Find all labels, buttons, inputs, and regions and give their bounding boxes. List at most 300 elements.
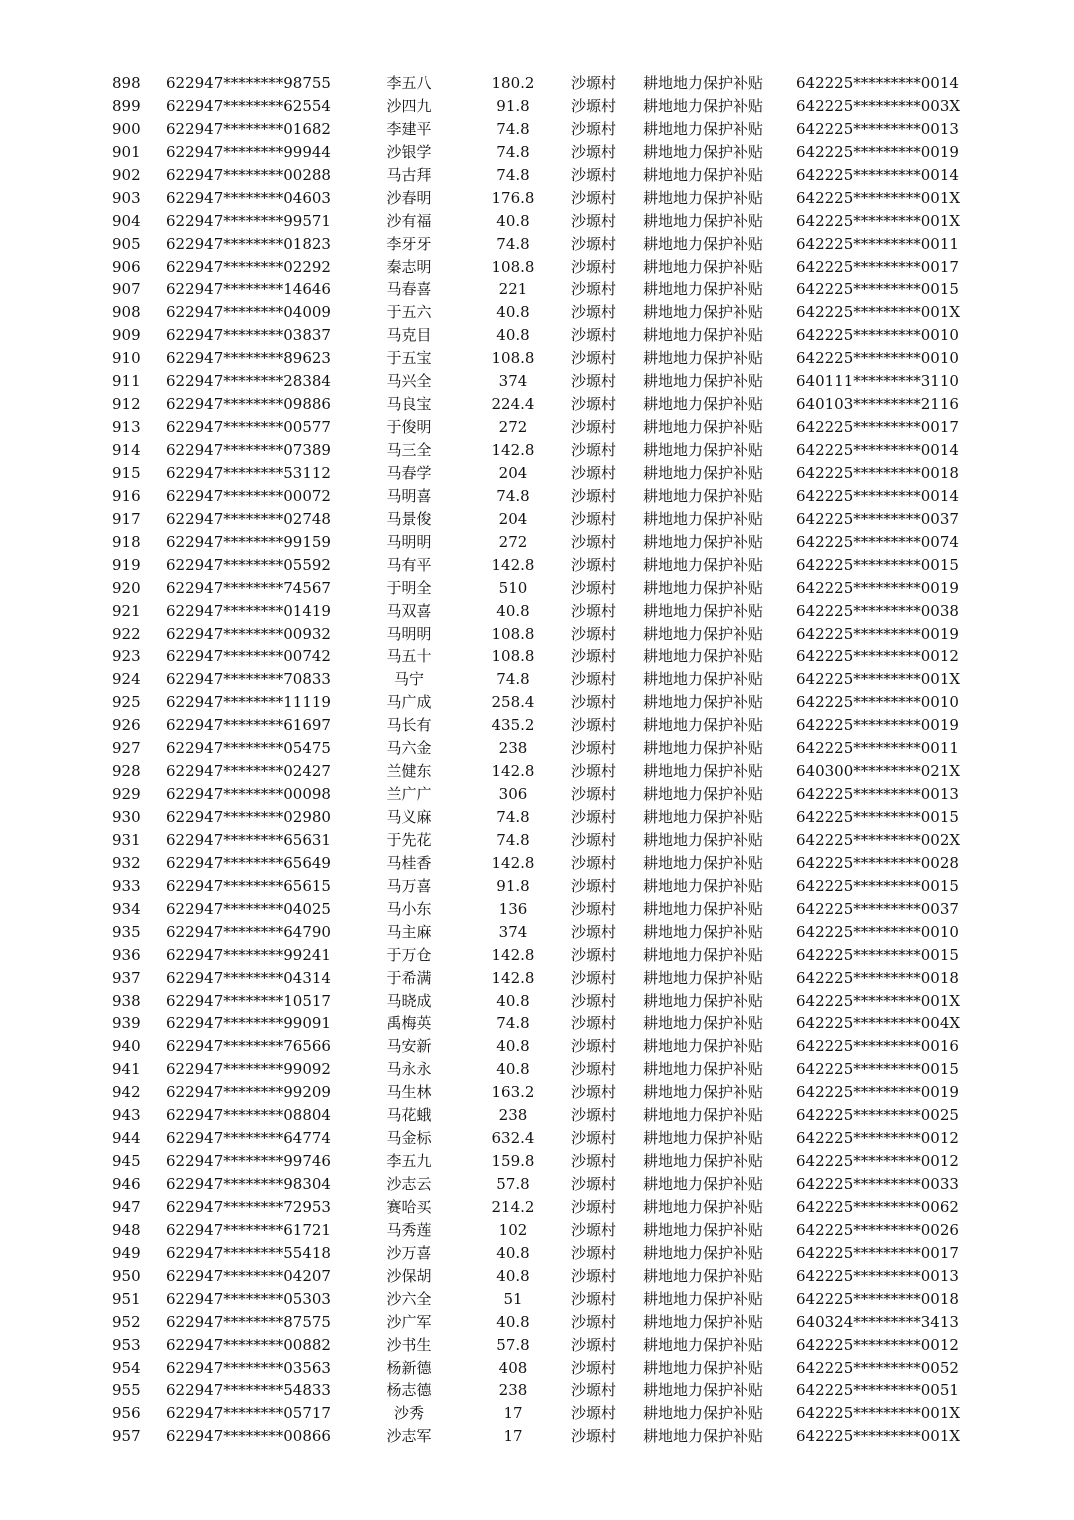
id-number: 642225*********0018 bbox=[796, 1289, 959, 1308]
subsidy-amount: 40.8 bbox=[496, 1312, 530, 1331]
person-name: 赛哈买 bbox=[386, 1197, 432, 1216]
row-number: 936 bbox=[112, 945, 141, 964]
row-number: 946 bbox=[112, 1175, 141, 1193]
subsidy-amount: 163.2 bbox=[491, 1083, 535, 1102]
account-number: 622947********99571 bbox=[166, 211, 331, 230]
subsidy-item: 耕地地力保护补贴 bbox=[643, 1358, 764, 1377]
id-number: 642225*********003X bbox=[796, 96, 961, 115]
table-row bbox=[0, 1081, 1074, 1104]
person-name: 于先花 bbox=[386, 830, 432, 849]
account-number: 622947********62554 bbox=[166, 96, 331, 115]
person-name: 李建平 bbox=[386, 119, 432, 138]
person-name: 马生林 bbox=[386, 1083, 432, 1102]
id-number: 640324*********3413 bbox=[796, 1312, 959, 1331]
table-row bbox=[0, 118, 1074, 141]
village-name: 沙塬村 bbox=[571, 188, 617, 207]
subsidy-amount: 306 bbox=[498, 785, 528, 804]
village-name: 沙塬村 bbox=[571, 96, 617, 115]
person-name: 沙春明 bbox=[386, 188, 432, 207]
subsidy-item: 耕地地力保护补贴 bbox=[643, 1197, 764, 1216]
table-row bbox=[0, 462, 1074, 485]
table-row bbox=[0, 875, 1074, 898]
table-row bbox=[0, 485, 1074, 508]
person-name: 马明明 bbox=[386, 532, 432, 551]
subsidy-item: 耕地地力保护补贴 bbox=[643, 280, 764, 299]
account-number: 622947********00072 bbox=[166, 486, 331, 505]
row-number: 914 bbox=[112, 441, 141, 459]
subsidy-amount: 74.8 bbox=[496, 165, 530, 184]
subsidy-item: 耕地地力保护补贴 bbox=[643, 739, 764, 758]
subsidy-item: 耕地地力保护补贴 bbox=[643, 1312, 764, 1331]
person-name: 马小东 bbox=[386, 899, 432, 918]
person-name: 秦志明 bbox=[386, 257, 432, 276]
subsidy-amount: 180.2 bbox=[491, 74, 535, 92]
village-name: 沙塬村 bbox=[571, 257, 617, 276]
table-row bbox=[0, 1265, 1074, 1288]
village-name: 沙塬村 bbox=[571, 326, 617, 345]
row-number: 919 bbox=[112, 555, 141, 574]
id-number: 642225*********0011 bbox=[796, 234, 959, 253]
subsidy-item: 耕地地力保护补贴 bbox=[643, 991, 764, 1010]
table-row bbox=[0, 278, 1074, 301]
id-number: 642225*********001X bbox=[796, 303, 961, 322]
subsidy-amount: 176.8 bbox=[491, 188, 535, 207]
table-row bbox=[0, 737, 1074, 760]
village-name: 沙塬村 bbox=[571, 670, 617, 689]
subsidy-item: 耕地地力保护补贴 bbox=[643, 670, 764, 689]
table-row bbox=[0, 1058, 1074, 1081]
table-row bbox=[0, 508, 1074, 531]
subsidy-item: 耕地地力保护补贴 bbox=[643, 922, 764, 941]
subsidy-item: 耕地地力保护补贴 bbox=[643, 188, 764, 207]
subsidy-item: 耕地地力保护补贴 bbox=[643, 876, 764, 895]
village-name: 沙塬村 bbox=[571, 372, 617, 391]
account-number: 622947********00932 bbox=[166, 624, 331, 643]
row-number: 909 bbox=[112, 326, 141, 345]
table-row bbox=[0, 72, 1074, 95]
subsidy-amount: 108.8 bbox=[491, 257, 535, 276]
person-name: 沙志军 bbox=[386, 1427, 432, 1446]
table-row bbox=[0, 921, 1074, 944]
account-number: 622947********10517 bbox=[166, 991, 331, 1010]
subsidy-item: 耕地地力保护补贴 bbox=[643, 257, 764, 276]
subsidy-item: 耕地地力保护补贴 bbox=[643, 509, 764, 528]
account-number: 622947********00742 bbox=[166, 647, 331, 666]
id-number: 642225*********001X bbox=[796, 1404, 961, 1423]
account-number: 622947********05303 bbox=[166, 1289, 331, 1308]
id-number: 642225*********0013 bbox=[796, 785, 959, 804]
subsidy-amount: 238 bbox=[498, 1106, 528, 1125]
village-name: 沙塬村 bbox=[571, 486, 617, 505]
subsidy-item: 耕地地力保护补贴 bbox=[643, 96, 764, 115]
person-name: 于俊明 bbox=[386, 418, 432, 437]
person-name: 杨新德 bbox=[386, 1358, 432, 1377]
account-number: 622947********64774 bbox=[166, 1129, 331, 1148]
account-number: 622947********04025 bbox=[166, 899, 331, 918]
id-number: 642225*********0019 bbox=[796, 578, 959, 597]
subsidy-amount: 108.8 bbox=[491, 349, 535, 368]
account-number: 622947********28384 bbox=[166, 372, 331, 391]
subsidy-item: 耕地地力保护补贴 bbox=[643, 418, 764, 437]
table-row bbox=[0, 416, 1074, 439]
id-number: 642225*********0014 bbox=[796, 74, 959, 92]
village-name: 沙塬村 bbox=[571, 441, 617, 459]
row-number: 923 bbox=[112, 647, 141, 666]
id-number: 642225*********0017 bbox=[796, 1243, 959, 1262]
village-name: 沙塬村 bbox=[571, 1312, 617, 1331]
subsidy-item: 耕地地力保护补贴 bbox=[643, 326, 764, 345]
village-name: 沙塬村 bbox=[571, 211, 617, 230]
subsidy-item: 耕地地力保护补贴 bbox=[643, 1335, 764, 1354]
person-name: 马五十 bbox=[386, 647, 432, 666]
table-row bbox=[0, 990, 1074, 1013]
subsidy-item: 耕地地力保护补贴 bbox=[643, 1404, 764, 1423]
subsidy-item: 耕地地力保护补贴 bbox=[643, 1152, 764, 1171]
table-row bbox=[0, 1196, 1074, 1219]
person-name: 李牙牙 bbox=[386, 234, 432, 253]
subsidy-amount: 142.8 bbox=[491, 853, 535, 872]
subsidy-table bbox=[0, 72, 1074, 1448]
subsidy-amount: 108.8 bbox=[491, 624, 535, 643]
subsidy-item: 耕地地力保护补贴 bbox=[643, 1289, 764, 1308]
table-row bbox=[0, 1219, 1074, 1242]
subsidy-amount: 221 bbox=[498, 280, 528, 299]
subsidy-amount: 74.8 bbox=[496, 234, 530, 253]
account-number: 622947********00288 bbox=[166, 165, 331, 184]
row-number: 953 bbox=[112, 1335, 141, 1354]
subsidy-amount: 102 bbox=[498, 1220, 528, 1239]
row-number: 955 bbox=[112, 1381, 141, 1400]
subsidy-amount: 374 bbox=[498, 372, 528, 391]
person-name: 沙广军 bbox=[386, 1312, 432, 1331]
id-number: 640111*********3110 bbox=[796, 372, 959, 391]
id-number: 642225*********0014 bbox=[796, 486, 959, 505]
person-name: 马金标 bbox=[386, 1129, 432, 1148]
row-number: 950 bbox=[112, 1266, 141, 1285]
subsidy-item: 耕地地力保护补贴 bbox=[643, 693, 764, 712]
id-number: 642225*********0012 bbox=[796, 647, 959, 666]
subsidy-amount: 40.8 bbox=[496, 1243, 530, 1262]
account-number: 622947********00882 bbox=[166, 1335, 331, 1354]
id-number: 642225*********0037 bbox=[796, 899, 959, 918]
subsidy-amount: 40.8 bbox=[496, 1037, 530, 1056]
account-number: 622947********14646 bbox=[166, 280, 331, 299]
subsidy-amount: 74.8 bbox=[496, 830, 530, 849]
subsidy-item: 耕地地力保护补贴 bbox=[643, 899, 764, 918]
subsidy-item: 耕地地力保护补贴 bbox=[643, 853, 764, 872]
row-number: 908 bbox=[112, 303, 141, 322]
account-number: 622947********07389 bbox=[166, 441, 331, 459]
subsidy-item: 耕地地力保护补贴 bbox=[643, 74, 764, 92]
row-number: 949 bbox=[112, 1243, 141, 1262]
person-name: 马广成 bbox=[386, 693, 432, 712]
table-row bbox=[0, 233, 1074, 256]
subsidy-amount: 408 bbox=[498, 1358, 528, 1377]
subsidy-item: 耕地地力保护补贴 bbox=[643, 785, 764, 804]
subsidy-amount: 57.8 bbox=[496, 1175, 530, 1193]
table-row bbox=[0, 1334, 1074, 1357]
subsidy-item: 耕地地力保护补贴 bbox=[643, 211, 764, 230]
row-number: 926 bbox=[112, 716, 141, 735]
subsidy-item: 耕地地力保护补贴 bbox=[643, 395, 764, 414]
account-number: 622947********65649 bbox=[166, 853, 331, 872]
row-number: 912 bbox=[112, 395, 141, 414]
village-name: 沙塬村 bbox=[571, 532, 617, 551]
account-number: 622947********99209 bbox=[166, 1083, 331, 1102]
row-number: 905 bbox=[112, 234, 141, 253]
subsidy-amount: 17 bbox=[503, 1404, 523, 1423]
id-number: 642225*********0037 bbox=[796, 509, 959, 528]
account-number: 622947********11119 bbox=[166, 693, 331, 712]
village-name: 沙塬村 bbox=[571, 693, 617, 712]
person-name: 马六金 bbox=[386, 739, 432, 758]
table-row bbox=[0, 1402, 1074, 1425]
id-number: 642225*********0013 bbox=[796, 1266, 959, 1285]
account-number: 622947********70833 bbox=[166, 670, 331, 689]
village-name: 沙塬村 bbox=[571, 945, 617, 964]
account-number: 622947********04009 bbox=[166, 303, 331, 322]
person-name: 沙秀 bbox=[393, 1404, 424, 1423]
id-number: 642225*********0052 bbox=[796, 1358, 959, 1377]
table-row bbox=[0, 301, 1074, 324]
village-name: 沙塬村 bbox=[571, 509, 617, 528]
id-number: 642225*********0014 bbox=[796, 165, 959, 184]
id-number: 642225*********0011 bbox=[796, 739, 959, 758]
account-number: 622947********05717 bbox=[166, 1404, 331, 1423]
id-number: 642225*********0019 bbox=[796, 716, 959, 735]
id-number: 642225*********0015 bbox=[796, 876, 959, 895]
row-number: 933 bbox=[112, 876, 141, 895]
person-name: 沙志云 bbox=[386, 1175, 432, 1193]
table-row bbox=[0, 141, 1074, 164]
row-number: 913 bbox=[112, 418, 141, 437]
row-number: 918 bbox=[112, 532, 141, 551]
subsidy-amount: 74.8 bbox=[496, 486, 530, 505]
subsidy-item: 耕地地力保护补贴 bbox=[643, 624, 764, 643]
village-name: 沙塬村 bbox=[571, 463, 617, 482]
row-number: 929 bbox=[112, 785, 141, 804]
subsidy-item: 耕地地力保护补贴 bbox=[643, 647, 764, 666]
id-number: 642225*********0013 bbox=[796, 119, 959, 138]
subsidy-amount: 374 bbox=[498, 922, 528, 941]
row-number: 910 bbox=[112, 349, 141, 368]
person-name: 马景俊 bbox=[386, 509, 432, 528]
person-name: 马义麻 bbox=[386, 808, 432, 826]
table-row bbox=[0, 187, 1074, 210]
village-name: 沙塬村 bbox=[571, 119, 617, 138]
row-number: 932 bbox=[112, 853, 141, 872]
table-row bbox=[0, 1425, 1074, 1448]
subsidy-amount: 40.8 bbox=[496, 991, 530, 1010]
row-number: 945 bbox=[112, 1152, 141, 1171]
row-number: 924 bbox=[112, 670, 141, 689]
village-name: 沙塬村 bbox=[571, 1358, 617, 1377]
row-number: 917 bbox=[112, 509, 141, 528]
id-number: 640103*********2116 bbox=[796, 395, 959, 414]
person-name: 马秀莲 bbox=[386, 1220, 432, 1239]
account-number: 622947********03837 bbox=[166, 326, 331, 345]
account-number: 622947********00866 bbox=[166, 1427, 331, 1446]
village-name: 沙塬村 bbox=[571, 74, 617, 92]
account-number: 622947********00577 bbox=[166, 418, 331, 437]
account-number: 622947********01682 bbox=[166, 119, 331, 138]
account-number: 622947********76566 bbox=[166, 1037, 331, 1056]
village-name: 沙塬村 bbox=[571, 1335, 617, 1354]
table-row bbox=[0, 852, 1074, 875]
village-name: 沙塬村 bbox=[571, 739, 617, 758]
account-number: 622947********08804 bbox=[166, 1106, 331, 1125]
id-number: 642225*********0028 bbox=[796, 853, 959, 872]
account-number: 622947********99746 bbox=[166, 1152, 331, 1171]
account-number: 622947********05592 bbox=[166, 555, 331, 574]
village-name: 沙塬村 bbox=[571, 234, 617, 253]
id-number: 642225*********001X bbox=[796, 211, 961, 230]
account-number: 622947********99092 bbox=[166, 1060, 331, 1079]
subsidy-amount: 272 bbox=[498, 418, 528, 437]
row-number: 920 bbox=[112, 578, 141, 597]
id-number: 642225*********0012 bbox=[796, 1335, 959, 1354]
account-number: 622947********99091 bbox=[166, 1014, 331, 1033]
id-number: 642225*********0025 bbox=[796, 1106, 959, 1125]
id-number: 642225*********0012 bbox=[796, 1152, 959, 1171]
table-row bbox=[0, 256, 1074, 279]
account-number: 622947********01419 bbox=[166, 601, 331, 620]
subsidy-amount: 238 bbox=[498, 739, 528, 758]
subsidy-item: 耕地地力保护补贴 bbox=[643, 1014, 764, 1033]
person-name: 于万仓 bbox=[386, 945, 432, 964]
village-name: 沙塬村 bbox=[571, 1037, 617, 1056]
person-name: 李五九 bbox=[386, 1152, 432, 1171]
table-row bbox=[0, 1173, 1074, 1196]
subsidy-amount: 40.8 bbox=[496, 1060, 530, 1079]
village-name: 沙塬村 bbox=[571, 1060, 617, 1079]
person-name: 马三全 bbox=[386, 441, 432, 459]
subsidy-item: 耕地地力保护补贴 bbox=[643, 486, 764, 505]
village-name: 沙塬村 bbox=[571, 1243, 617, 1262]
subsidy-item: 耕地地力保护补贴 bbox=[643, 165, 764, 184]
account-number: 622947********98755 bbox=[166, 74, 331, 92]
person-name: 马永永 bbox=[386, 1060, 432, 1079]
subsidy-amount: 74.8 bbox=[496, 1014, 530, 1033]
subsidy-amount: 91.8 bbox=[496, 96, 530, 115]
subsidy-item: 耕地地力保护补贴 bbox=[643, 1129, 764, 1148]
table-row bbox=[0, 1357, 1074, 1380]
table-row bbox=[0, 1012, 1074, 1035]
table-row bbox=[0, 1104, 1074, 1127]
account-number: 622947********02427 bbox=[166, 762, 331, 781]
row-number: 900 bbox=[112, 119, 141, 138]
person-name: 沙保胡 bbox=[386, 1266, 432, 1285]
row-number: 930 bbox=[112, 808, 141, 826]
subsidy-amount: 258.4 bbox=[491, 693, 535, 712]
table-row bbox=[0, 393, 1074, 416]
account-number: 622947********03563 bbox=[166, 1358, 331, 1377]
row-number: 935 bbox=[112, 922, 141, 941]
account-number: 622947********98304 bbox=[166, 1175, 331, 1193]
id-number: 642225*********0015 bbox=[796, 280, 959, 299]
row-number: 939 bbox=[112, 1014, 141, 1033]
subsidy-amount: 40.8 bbox=[496, 326, 530, 345]
subsidy-amount: 632.4 bbox=[491, 1129, 535, 1148]
person-name: 马万喜 bbox=[386, 876, 432, 895]
village-name: 沙塬村 bbox=[571, 1266, 617, 1285]
village-name: 沙塬村 bbox=[571, 808, 617, 826]
id-number: 642225*********0051 bbox=[796, 1381, 959, 1400]
table-row bbox=[0, 577, 1074, 600]
village-name: 沙塬村 bbox=[571, 1083, 617, 1102]
row-number: 934 bbox=[112, 899, 141, 918]
person-name: 兰健东 bbox=[386, 762, 432, 781]
row-number: 899 bbox=[112, 96, 141, 115]
village-name: 沙塬村 bbox=[571, 716, 617, 735]
account-number: 622947********61697 bbox=[166, 716, 331, 735]
id-number: 642225*********0017 bbox=[796, 257, 959, 276]
village-name: 沙塬村 bbox=[571, 922, 617, 941]
row-number: 951 bbox=[112, 1289, 141, 1308]
person-name: 马有平 bbox=[386, 555, 432, 574]
person-name: 于五六 bbox=[386, 303, 432, 322]
person-name: 马花蛾 bbox=[386, 1106, 432, 1125]
subsidy-amount: 40.8 bbox=[496, 211, 530, 230]
account-number: 622947********04314 bbox=[166, 968, 331, 987]
village-name: 沙塬村 bbox=[571, 1129, 617, 1148]
account-number: 622947********74567 bbox=[166, 578, 331, 597]
village-name: 沙塬村 bbox=[571, 1381, 617, 1400]
person-name: 沙书生 bbox=[386, 1335, 432, 1354]
row-number: 902 bbox=[112, 165, 141, 184]
village-name: 沙塬村 bbox=[571, 349, 617, 368]
id-number: 642225*********0017 bbox=[796, 418, 959, 437]
row-number: 931 bbox=[112, 830, 141, 849]
account-number: 622947********64790 bbox=[166, 922, 331, 941]
person-name: 沙有福 bbox=[386, 211, 432, 230]
village-name: 沙塬村 bbox=[571, 1175, 617, 1193]
account-number: 622947********09886 bbox=[166, 395, 331, 414]
person-name: 马长有 bbox=[386, 716, 432, 735]
subsidy-item: 耕地地力保护补贴 bbox=[643, 372, 764, 391]
table-row bbox=[0, 439, 1074, 462]
village-name: 沙塬村 bbox=[571, 1152, 617, 1171]
person-name: 李五八 bbox=[386, 74, 432, 92]
account-number: 622947********05475 bbox=[166, 739, 331, 758]
subsidy-amount: 142.8 bbox=[491, 762, 535, 781]
id-number: 642225*********001X bbox=[796, 670, 961, 689]
subsidy-amount: 214.2 bbox=[491, 1197, 535, 1216]
subsidy-item: 耕地地力保护补贴 bbox=[643, 1037, 764, 1056]
account-number: 622947********01823 bbox=[166, 234, 331, 253]
subsidy-amount: 40.8 bbox=[496, 1266, 530, 1285]
village-name: 沙塬村 bbox=[571, 303, 617, 322]
subsidy-item: 耕地地力保护补贴 bbox=[643, 1083, 764, 1102]
row-number: 903 bbox=[112, 188, 141, 207]
village-name: 沙塬村 bbox=[571, 578, 617, 597]
account-number: 622947********53112 bbox=[166, 463, 331, 482]
person-name: 马明明 bbox=[386, 624, 432, 643]
person-name: 马双喜 bbox=[386, 601, 432, 620]
person-name: 马克目 bbox=[386, 326, 432, 345]
person-name: 于希满 bbox=[386, 968, 432, 987]
person-name: 禹梅英 bbox=[386, 1014, 432, 1033]
village-name: 沙塬村 bbox=[571, 142, 617, 161]
table-row bbox=[0, 1311, 1074, 1334]
subsidy-item: 耕地地力保护补贴 bbox=[643, 716, 764, 735]
table-row bbox=[0, 967, 1074, 990]
subsidy-item: 耕地地力保护补贴 bbox=[643, 1243, 764, 1262]
subsidy-amount: 74.8 bbox=[496, 142, 530, 161]
village-name: 沙塬村 bbox=[571, 853, 617, 872]
id-number: 642225*********0019 bbox=[796, 142, 959, 161]
subsidy-amount: 435.2 bbox=[491, 716, 535, 735]
